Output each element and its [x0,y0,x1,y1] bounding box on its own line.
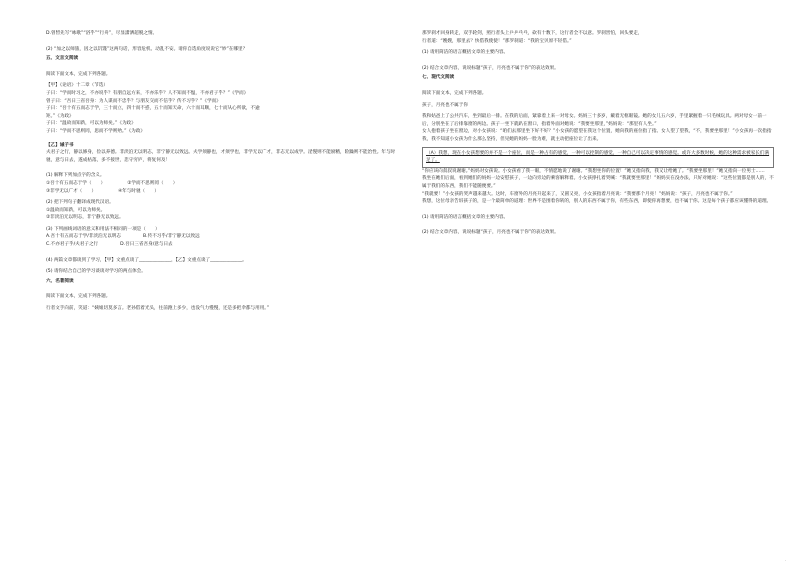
q2b-item: ②非淡泊无以明志，非宁静无以致远。 [46,215,124,221]
article-paragraph: “我就要！”小女孩的哭声越来越大。这时，车窗外的月亮升起来了，又圆又亮，小女孩指着月亮说：“我要那个月亮！”妈妈说：“孩子，月亮也不属于你。” [422,191,733,197]
instruction: 阅读下面文本，完成下列各题。 [46,71,111,77]
footer-mark: · [784,558,786,563]
q1-item: ③非学无以广才（ ） [46,188,97,194]
q3-option: D.吾日三省吾身/意与日去 [120,242,173,248]
q3-options-row [46,233,396,241]
right-column [422,30,774,237]
jia-line: 矩。”《为政》 [46,113,74,119]
section-5-heading: 五、文言文阅读 [46,56,79,62]
question-2: (2) 结合文章内容，说说标题“孩子，月亮也不属于你”的表达效果。 [422,65,559,71]
question-4: (4) 两篇文章都谈到了学习，【甲】文重点谈了______________，【乙】文重点谈了______________。 [46,257,247,263]
instruction: 阅读下面文本，完成下列各题。 [46,294,111,300]
question-1: (1) 请用简洁的语言概括文章的主要内容。 [422,50,509,56]
question-2: (2) “加之以师旅，因之以饥馑”这两句话，形容危机、动乱不安。请你自选角度说说它“妙”在哪里？ [46,46,248,52]
question-2b: (2) 把下列句子翻译成现代汉语。 [46,200,114,206]
q3-option: C.不亦君子乎/夫君子之行 [46,242,99,248]
question-1: (1) 解释下列加点字的含义。 [46,173,105,179]
option-d: D.曾晳先写“咏歌”“浴乎”“行舟”，尽显潇洒超脱之情。 [46,31,158,36]
article-paragraph: 我想，这位母亲告诉孩子的，是一个最简单的道理：世界不是围着你转的，别人的东西不属于你，有些东西，即使你再想要，也不属于你。这是每个孩子都应该懂得的道理。 [422,199,772,205]
left-column [46,30,396,313]
jia-line: 子曰：“温故而知新，可以为师矣。”《为政》 [46,121,136,127]
q1-item: ④年与时驰（ ） [118,188,159,194]
q1-options-row [46,188,396,196]
q1-options-row [46,180,396,188]
jia-title: 【甲】《论语》十二章（节选） [46,83,109,89]
q2b-item: ①温故而知新，可以为师矣。 [46,207,106,213]
jia-line: 子曰：“学而不思则罔，思而不学则殆。”《为政》 [46,128,145,134]
section-7-heading: 七、现代文阅读 [422,75,455,81]
yi-text: 夫君子之行，静以修身，俭以养德。非淡泊无以明志，非宁静无以致远。夫学须静也，才须学也，非学无以广才，非志无以成学。淫慢则不能励精，险躁则不能治性。年与时驰，意与日去，遂成枯落，多不接世，悲守穷庐，将复何及！ [46,150,396,163]
question-5: (5) 请你结合自己的学习谈谈对学习的两点体会。 [46,269,146,275]
question-1: (1) 请用简洁的语言概括文章的主要内容。 [422,214,509,220]
q3-option: A.吾十有五而志于学/非淡泊无以明志 [46,234,121,240]
jia-line: 子曰：“学而时习之，不亦说乎？有朋自远方来，不亦乐乎？人不知而不愠，不亦君子乎？”《学而》 [46,90,249,96]
jia-line: 子曰：“吾十有五而志于学，三十而立，四十而不惑，五十而知天命，六十而耳顺，七十而从心所欲，不逾 [46,106,260,112]
q1-item: ②学而不思则罔（ ） [127,180,178,186]
q3-option: B.传不习乎/非宁静无以致远 [142,234,200,240]
article-paragraph: 我坐在她们后面，看到她们的妈妈一边安慰孩子，一边向旁边的乘客解释着。小女孩挣扎着哭喊：“我就要坐那里！”妈妈实在没办法，只好对她说：“这些位置都是别人的，不属于我们的东西，我们不能随便要。” [422,176,774,189]
section-6-heading: 六、名著阅读 [46,278,74,284]
excerpt-line: 行者文手向前，笑道：“姨娘切莫多言。老孙借着光头，往前跑上多少，也没气力慢慢，还是多把伞都与用用。” [46,306,269,312]
excerpt-line: 那罗刹才回身转走，双手轮剑，照行者头上乒乒乓乓，砍有十数下，这行者全不以意。罗刹害怕，回头要走， [422,31,643,36]
article-paragraph: 女人抱着孩子坐在窗边，对小女孩说：“咱们去那里坐下好不好？”小女孩的愿望在我这个位置，她向我的座位指了指。女人望了望我，“不，我要坐那里！”小女孩再一次指指我，我不知道小女孩为什么那么坚持，但见她的妈妈一脸为难，就主动把座位让了出来。 [422,129,772,142]
question-3: (3) 下列画线词语的意义和用法不相同的一项是（ ） [46,226,160,232]
instruction: 阅读下面文本，完成下列各题。 [422,90,487,96]
q3-options-row [46,241,396,249]
article-paragraph-a: （A）我想，现在小女孩想要的并不是一个座位，而是一种占有的感觉，一种可以控制的感觉，一种自己可以决定事情的感觉。或许大多数时候，她的这种需求被家长们满足了。 [422,147,774,168]
yi-title: 【乙】诫子书 [46,142,74,148]
article-paragraph: 我和姑爸上了公共汽车，坐到最后一排。在我的后面，紧靠着上来一对母女。妈妈三十多岁，戴着无框眼镜。她的女儿五六岁，手里紧握着一只毛绒玩具。两对母女一前一后，分别坐在了后排靠窗的两边。孩子一坐下就趴在窗口，指着外面对她说：“我要坐那里，”妈妈说：“那里有人坐。” [422,114,767,127]
article-paragraph: “你应该向叔叔说谢谢。”妈妈对女孩说。小女孩看了我一眼，不情愿地说了谢谢。“我想坐你的位置！”她又指向我，我又让给她了。“我要坐那里！”她又指向一位男士…… [422,168,765,174]
jia-line: 曾子曰：“吾日三省吾身：为人谋而不忠乎？与朋友交而不信乎？传不习乎？”《学而》 [46,98,221,104]
article-title: 孩子，月亮也不属于你 [422,102,468,108]
q1-item: ①吾十有五而志于学（ ） [46,180,106,186]
excerpt-line: 行者道：“嫂嫂，那里去？快借我使使！”那罗刹道：“我的宝贝原不轻借。” [422,38,572,44]
question-2: (2) 结合文章内容，说说标题“孩子，月亮也不属于你”的表达效果。 [422,230,559,236]
